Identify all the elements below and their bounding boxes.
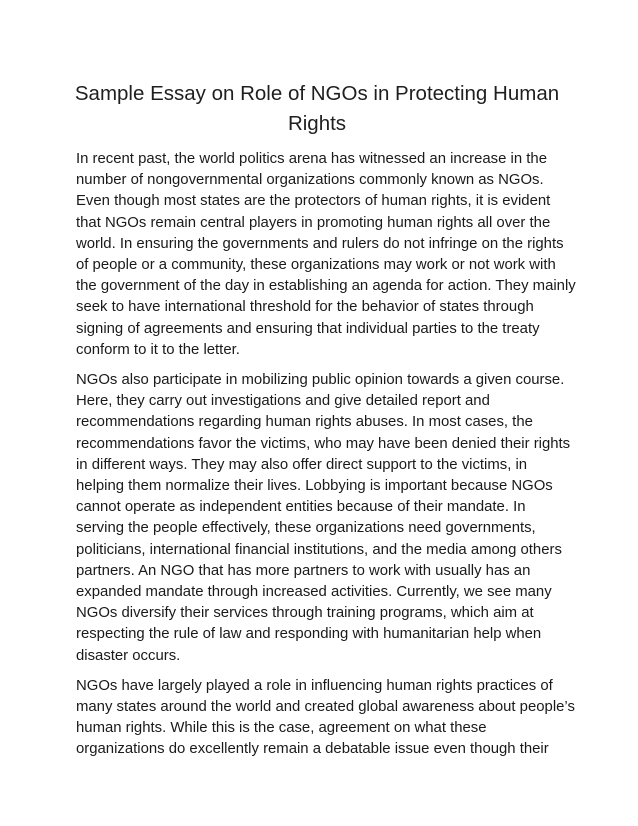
paragraph-3: NGOs have largely played a role in influencing human rights practices of many states around the world and created global awareness about people’s human rights. While this is the case, agreement on what these organizations do excellently remain a debatable issue even though their xyxy=(76,677,575,758)
essay-body xyxy=(76,149,576,770)
paragraph-2: NGOs also participate in mobilizing public opinion towards a given course. Here, they carry out investigations and give detailed report and recommendations regarding human rights abuses. In most cases, the recommendations favor the victims, who may have been denied their rights in different ways. They may also offer direct support to the victims, in helping them normalize their lives. Lobbying is important because NGOs cannot operate as independent entities because of their mandate. In serving the people effectively, these organizations need governments, politicians, international financial institutions, and the media among others partners. An NGO that has more partners to work with usually has an expanded mandate through increased activities. Currently, we see many NGOs diversify their services through training programs, which aim at respecting the rule of law and responding with humanitarian help when disaster occurs. xyxy=(76,372,571,664)
paragraph-1: In recent past, the world politics arena has witnessed an increase in the number of nongovernmental organizations commonly known as NGOs. Even though most states are the protectors of human rights, it is evident that NGOs remain central players in promoting human rights all over the world. In ensuring the governments and rulers do not infringe on the rights of people or a community, these organizations may work or not work with the government of the day in establishing an agenda for action. They mainly seek to have international threshold for the behavior of states through signing of agreements and ensuring that individual parties to the treaty conform to it to the letter. xyxy=(76,151,576,358)
essay-title: Sample Essay on Role of NGOs in Protecting Human Rights xyxy=(74,82,560,135)
